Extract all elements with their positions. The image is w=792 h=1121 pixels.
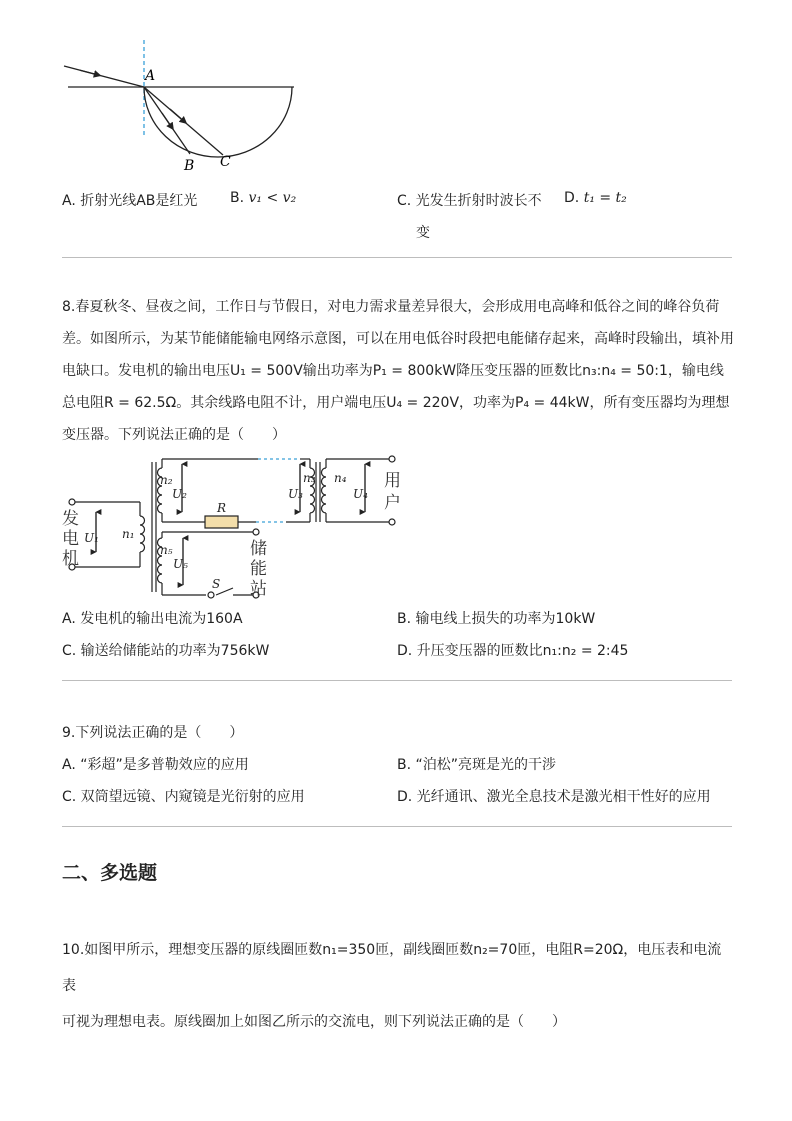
point-a-label: A (145, 68, 156, 84)
q9-option-a: A. “彩超”是多普勒效应的应用 (62, 757, 249, 773)
q7-option-d-text: t₁ = t₂ (583, 190, 627, 206)
q8-option-c: C. 输送给储能站的功率为756kW (62, 643, 270, 659)
s-label: S (212, 577, 221, 591)
refraction-figure (60, 36, 300, 176)
q9-option-c: C. 双筒望远镜、内窥镜是光衍射的应用 (62, 789, 305, 805)
n2-label: n₂ (160, 473, 173, 487)
n5-label: n₅ (160, 543, 173, 557)
q7-option-d (564, 190, 627, 206)
q8-stem-line: 差。如图所示，为某节能储能输电网络示意图，可以在用电低谷时段把电能储存起来，高峰时段输出，填补用 (62, 331, 734, 347)
point-c-label: C (220, 154, 231, 170)
u3-label: U₃ (288, 487, 303, 501)
q7-option-b (230, 190, 296, 206)
q7-option-c-text-line2: 变 (416, 225, 430, 241)
user-label: 户 (384, 493, 401, 513)
q8-stem (62, 291, 734, 451)
user-label: 用 (384, 471, 401, 491)
q9-option-b: B. “泊松”亮斑是光的干涉 (397, 757, 557, 773)
storage-label: 能 (250, 559, 267, 579)
n3-label: n₃ (303, 471, 316, 485)
q9-stem: 9.下列说法正确的是（ ） (62, 725, 244, 741)
storage-label: 站 (250, 579, 267, 599)
q7-option-c-text-line1: 光发生折射时波长不 (415, 193, 542, 209)
q7-option-d-letter: D. (564, 190, 580, 206)
q10-stem (62, 932, 734, 1040)
q8-option-a: A. 发电机的输出电流为160A (62, 611, 243, 627)
point-b-label: B (184, 158, 195, 174)
n4-label: n₄ (334, 471, 347, 485)
q8-stem-line: 电缺口。发电机的输出电压U₁ = 500V输出功率为P₁ = 800kW降压变压器的匝数比n₃:n₄ = 50:1，输电线 (62, 363, 724, 379)
q9-option-d: D. 光纤通讯、激光全息技术是激光相干性好的应用 (397, 789, 711, 805)
u4-label: U₄ (353, 487, 368, 501)
q7-option-b-letter: B. (230, 190, 245, 206)
q8-stem-line: 变压器。下列说法正确的是（ ） (62, 427, 286, 443)
r-label: R (217, 501, 227, 515)
q8-option-d: D. 升压变压器的匝数比n₁:n₂ = 2:45 (397, 643, 629, 659)
generator-label: 机 (62, 549, 79, 569)
q10-stem-line: 10.如图甲所示，理想变压器的原线圈匝数n₁=350匝，副线圈匝数n₂=70匝，电阻R=20Ω，电压表和电流表 (62, 942, 722, 994)
divider (62, 257, 732, 258)
u2-label: U₂ (172, 487, 187, 501)
q7-option-b-text: v₁ < v₂ (248, 190, 297, 206)
u5-label: U₅ (173, 557, 188, 571)
q7-option-a (62, 190, 197, 210)
divider (62, 826, 732, 827)
q8-stem-line: 8.春夏秋冬、昼夜之间，工作日与节假日，对电力需求量差异很大，会形成用电高峰和低谷之间的峰谷负荷 (62, 299, 720, 315)
q7-option-a-text: 折射光线AB是红光 (80, 193, 198, 209)
generator-label: 电 (62, 529, 79, 549)
q7-option-c-letter: C. (397, 193, 412, 209)
divider (62, 680, 732, 681)
section-heading: 二、多选题 (62, 862, 158, 884)
q8-option-b: B. 输电线上损失的功率为10kW (397, 611, 596, 627)
q10-stem-line: 可视为理想电表。原线圈加上如图乙所示的交流电，则下列说法正确的是（ ） (62, 1014, 566, 1030)
u1-label: U₁ (84, 531, 99, 545)
generator-label: 发 (62, 509, 79, 529)
n1-label: n₁ (122, 527, 135, 541)
q7-option-c (397, 190, 542, 210)
q7-option-a-letter: A. (62, 193, 76, 209)
storage-label: 储 (250, 539, 267, 559)
transmission-circuit-figure (60, 452, 410, 604)
q8-stem-line: 总电阻R = 62.5Ω。其余线路电阻不计，用户端电压U₄ = 220V，功率为P₄ = 44kW，所有变压器均为理想 (62, 395, 730, 411)
